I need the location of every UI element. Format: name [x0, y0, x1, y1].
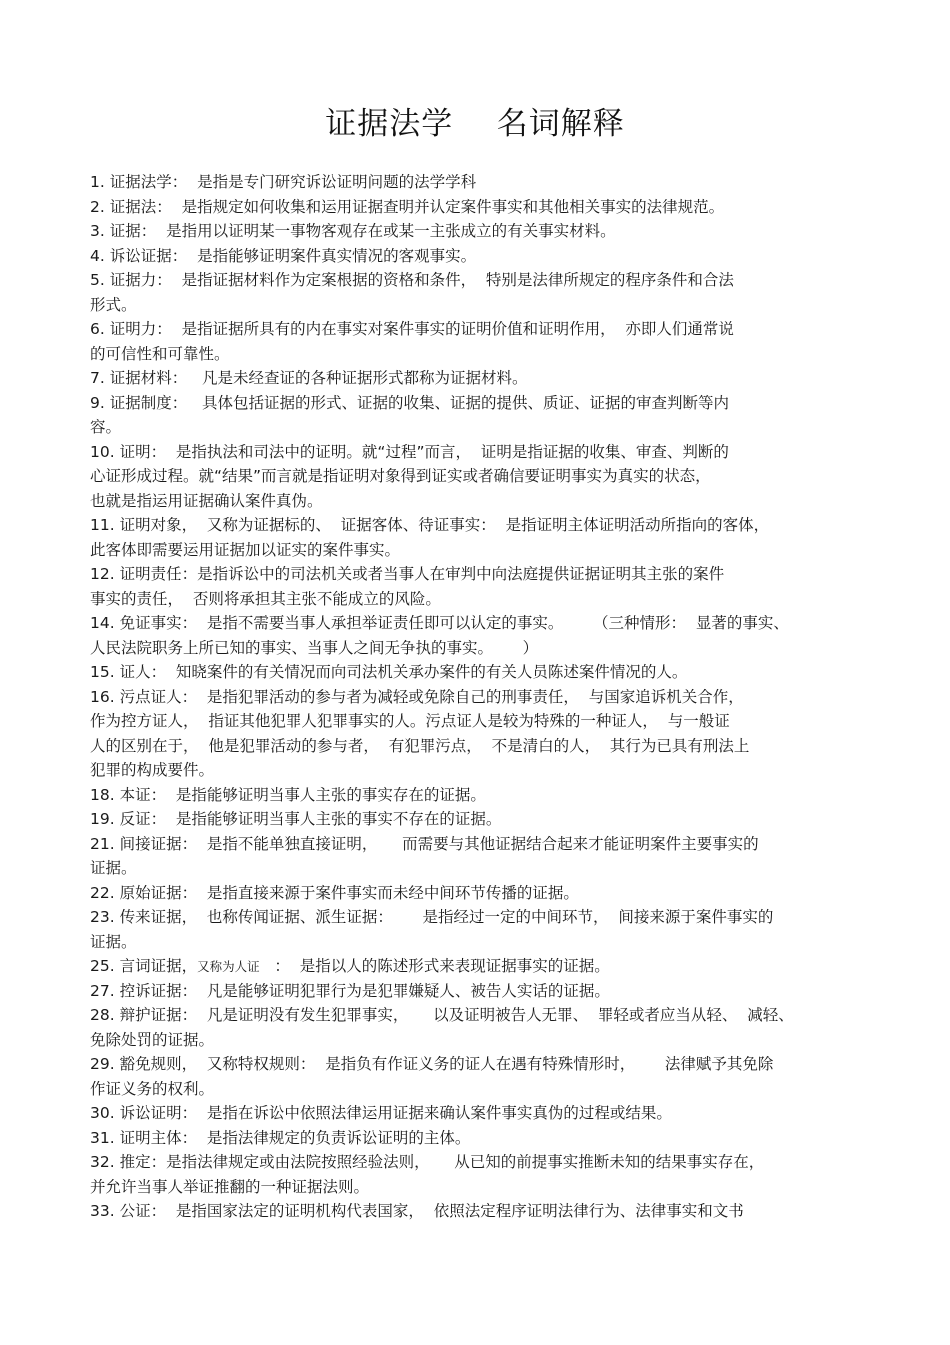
term-line: 作证义务的权利。	[90, 1079, 215, 1098]
term-entry	[90, 611, 862, 660]
term-line: 形式。	[90, 295, 137, 314]
term-line: 29. 豁免规则， 又称特权规则： 是指负有作证义务的证人在遇有特殊情形时， 法律赋予其免除	[90, 1055, 774, 1073]
term-entry	[90, 1126, 862, 1151]
term-entry	[90, 660, 862, 685]
term-line: 人民法院职务上所已知的事实、当事人之间无争执的事实。 ）	[90, 638, 539, 657]
term-entry	[90, 954, 862, 979]
term-entry	[90, 807, 862, 832]
term-entry	[90, 219, 862, 244]
term-line: 16. 污点证人： 是指犯罪活动的参与者为减轻或免除自己的刑事责任， 与国家追诉机关合作，	[90, 687, 744, 706]
term-line: 作为控方证人， 指证其他犯罪人犯罪事实的人。污点证人是较为特殊的一种证人， 与一般证	[90, 712, 730, 730]
term-line: 31. 证明主体： 是指法律规定的负责诉讼证明的主体。	[90, 1128, 471, 1147]
term-line: 5. 证据力： 是指证据材料作为定案根据的资格和条件， 特别是法律所规定的程序条件和合法	[90, 271, 734, 289]
term-entry	[90, 783, 862, 808]
term-list	[90, 170, 862, 1224]
term-entry	[90, 905, 862, 954]
document-title: 证据法学 名词解释	[325, 106, 625, 142]
term-entry	[90, 195, 862, 220]
term-line: 证据。	[90, 932, 137, 951]
term-entry	[90, 685, 862, 783]
term-line: 6. 证明力： 是指证据所具有的内在事实对案件事实的证明价值和证明作用， 亦即人们通常说	[90, 320, 734, 338]
term-line: 22. 原始证据： 是指直接来源于案件事实而未经中间环节传播的证据。	[90, 883, 579, 902]
term-line: 21. 间接证据： 是指不能单独直接证明， 而需要与其他证据结合起来才能证明案件主要事实的	[90, 834, 759, 853]
term-entry	[90, 170, 862, 195]
term-line: 23. 传来证据， 也称传闻证据、派生证据： 是指经过一定的中间环节， 间接来源于案件事实的	[90, 908, 774, 926]
term-line: 的可信性和可靠性。	[90, 344, 230, 363]
term-line: 事实的责任， 否则将承担其主张不能成立的风险。	[90, 589, 441, 608]
term-line: 19. 反证： 是指能够证明当事人主张的事实不存在的证据。	[90, 810, 502, 828]
term-entry	[90, 832, 862, 881]
term-line: 28. 辩护证据： 凡是证明没有发生犯罪事实， 以及证明被告人无罪、 罪轻或者应当从轻、 减轻、	[90, 1006, 794, 1024]
term-entry	[90, 1150, 862, 1199]
term-entry	[90, 562, 862, 611]
term-line: 2. 证据法： 是指规定如何收集和运用证据查明并认定案件事实和其他相关事实的法律规范。	[90, 197, 725, 216]
term-line: 并允许当事人举证推翻的一种证据法则。	[90, 1177, 370, 1196]
term-line: 11. 证明对象， 又称为证据标的、 证据客体、待证事实： 是指证明主体证明活动所指向的客体，	[90, 516, 770, 534]
term-note: 又称为人证	[197, 959, 260, 974]
term-entry	[90, 1052, 862, 1101]
term-line: 30. 诉讼证明： 是指在诉讼中依照法律运用证据来确认案件事实真伪的过程或结果。	[90, 1104, 672, 1122]
term-entry	[90, 513, 862, 562]
term-line: 证据。	[90, 859, 137, 877]
term-line: 33. 公证： 是指国家法定的证明机构代表国家， 依照法定程序证明法律行为、法律事实和文书	[90, 1202, 744, 1220]
term-entry	[90, 881, 862, 906]
term-entry	[90, 366, 862, 391]
term-line: 7. 证据材料： 凡是未经查证的各种证据形式都称为证据材料。	[90, 369, 528, 387]
term-entry	[90, 244, 862, 269]
term-entry	[90, 1003, 862, 1052]
term-entry	[90, 1199, 862, 1224]
term-line: 4. 诉讼证据： 是指能够证明案件真实情况的客观事实。	[90, 246, 477, 265]
term-line: 犯罪的构成要件。	[90, 761, 215, 779]
term-line: 12. 证明责任：是指诉讼中的司法机关或者当事人在审判中向法庭提供证据证明其主张的案件	[90, 565, 725, 583]
term-entry	[90, 979, 862, 1004]
term-line: 14. 免证事实： 是指不需要当事人承担举证责任即可以认定的事实。 （三种情形： 显著的事实、	[90, 614, 789, 632]
term-line: 1. 证据法学： 是指是专门研究诉讼证明问题的法学学科	[90, 173, 477, 191]
term-line: 9. 证据制度： 具体包括证据的形式、证据的收集、证据的提供、质证、证据的审查判断等内	[90, 393, 729, 412]
term-line: 10. 证明： 是指执法和司法中的证明。就“过程”而言， 证明是指证据的收集、审查、判断的	[90, 442, 729, 461]
term-line: 15. 证人： 知晓案件的有关情况而向司法机关承办案件的有关人员陈述案件情况的人。	[90, 663, 688, 681]
term-line: 25. 言词证据，又称为人证 ： 是指以人的陈述形式来表现证据事实的证据。	[90, 957, 610, 975]
term-entry	[90, 268, 862, 317]
term-line: 27. 控诉证据： 凡是能够证明犯罪行为是犯罪嫌疑人、被告人实话的证据。	[90, 981, 610, 1000]
term-entry	[90, 1101, 862, 1126]
term-line: 此客体即需要运用证据加以证实的案件事实。	[90, 540, 401, 559]
term-line: 免除处罚的证据。	[90, 1030, 215, 1049]
term-line: 18. 本证： 是指能够证明当事人主张的事实存在的证据。	[90, 785, 486, 804]
term-entry	[90, 317, 862, 366]
term-line: 32. 推定：是指法律规定或由法院按照经验法则， 从已知的前提事实推断未知的结果事实存在，	[90, 1153, 765, 1171]
term-entry	[90, 440, 862, 514]
term-line-tail: ： 是指以人的陈述形式来表现证据事实的证据。	[259, 957, 610, 975]
term-line: 容。	[90, 418, 122, 436]
term-line: 心证形成过程。就“结果”而言就是指证明对象得到证实或者确信要证明事实为真实的状态，	[90, 467, 711, 485]
term-line: 人的区别在于， 他是犯罪活动的参与者， 有犯罪污点， 不是清白的人， 其行为已具有刑法上	[90, 736, 750, 755]
term-line: 3. 证据： 是指用以证明某一事物客观存在或某一主张成立的有关事实材料。	[90, 222, 616, 240]
term-line: 也就是指运用证据确认案件真伪。	[90, 491, 323, 510]
term-entry	[90, 391, 862, 440]
